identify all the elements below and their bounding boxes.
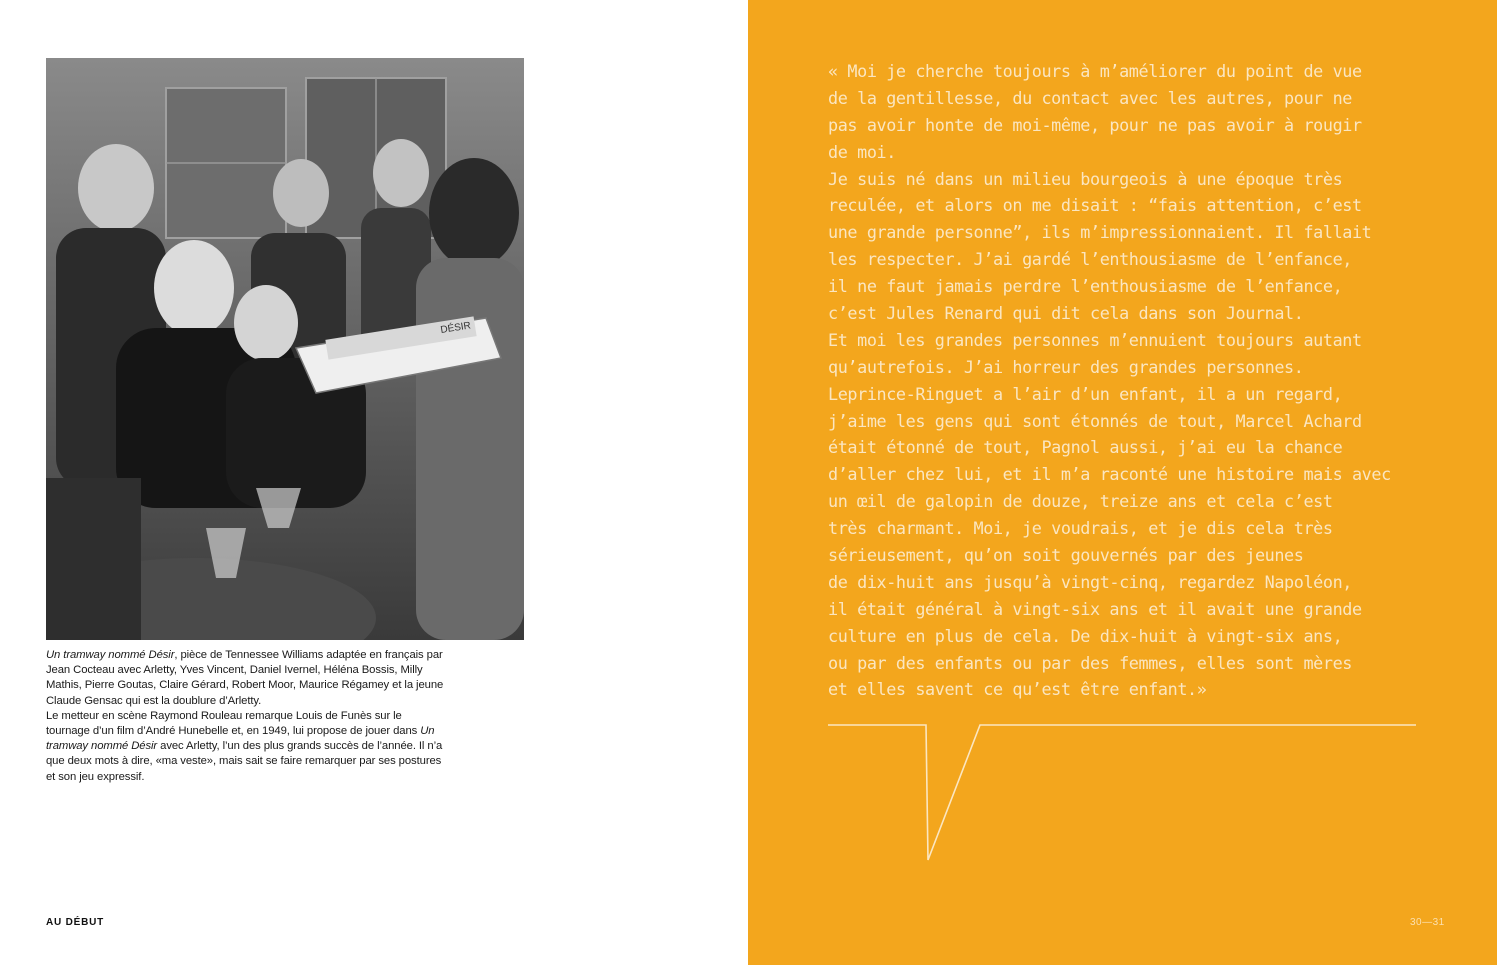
running-head: AU DÉBUT (46, 917, 105, 928)
quote-line: reculée, et alors on me disait : “fais attention, c’est (828, 195, 1362, 216)
quote-line: très charmant. Moi, je voudrais, et je dis cela très (828, 518, 1333, 539)
quote-line: d’aller chez lui, et il m’a raconté une histoire mais avec (828, 464, 1391, 485)
caption-text: , pièce de Tennessee Williams adaptée en français par Jean Cocteau avec Arletty, Yves Vincent, Daniel Ivernel, Héléna Bossis, Milly Mathis, Pierre Goutas, Claire Gérard, Robert Moor, Maurice Régamey et la jeune Claude Gensac qui est la doublure d’Arletty. (46, 649, 444, 707)
quote-line: pas avoir honte de moi-même, pour ne pas avoir à rougir (828, 114, 1362, 135)
quote-line: de moi. (828, 141, 896, 162)
quote-line: il était général à vingt-six ans et il avait une grande (828, 598, 1362, 619)
quote-line: de dix-huit ans jusqu’à vingt-cinq, regardez Napoléon, (828, 571, 1352, 592)
quote-line: j’aime les gens qui sont étonnés de tout, Marcel Achard (828, 410, 1362, 431)
quote-line: une grande personne”, ils m’impressionnaient. Il fallait (828, 222, 1372, 243)
caption-text: Le metteur en scène Raymond Rouleau remarque Louis de Funès sur le tournage d’un film d’André Hunebelle et, en 1949, lui propose de jouer dans (46, 709, 421, 738)
quote-line: qu’autrefois. J’ai horreur des grandes personnes. (828, 356, 1304, 377)
quote-line: était étonné de tout, Pagnol aussi, j’ai eu la chance (828, 437, 1343, 458)
quote-block (828, 58, 1468, 703)
quote-line: Leprince-Ringuet a l’air d’un enfant, il a un regard, (828, 383, 1343, 404)
caption-play-title: Un tramway nommé Désir (46, 725, 435, 753)
page-number: 30—31 (1410, 917, 1445, 928)
quote-line: un œil de galopin de douze, treize ans et cela c’est (828, 491, 1333, 512)
caption-title-italic: Un tramway nommé Désir (46, 649, 175, 661)
archival-photo (46, 58, 524, 640)
photo-caption (46, 648, 446, 785)
caption-paragraph-2 (46, 709, 446, 785)
quote-line: de la gentillesse, du contact avec les autres, pour ne (828, 87, 1352, 108)
quote-line: Je suis né dans un milieu bourgeois à une époque très (828, 168, 1343, 189)
quote-line: culture en plus de cela. De dix-huit à vingt-six ans, (828, 625, 1343, 646)
quote-line: et elles savent ce qu’est être enfant.» (828, 679, 1207, 700)
quote-line: les respecter. J’ai gardé l’enthousiasme de l’enfance, (828, 249, 1352, 270)
left-page (0, 0, 748, 965)
quote-line: « Moi je cherche toujours à m’améliorer du point de vue (828, 61, 1362, 81)
photo-illustration (46, 58, 524, 640)
caption-text: avec Arletty, l’un des plus grands succès de l’année. Il n’a que deux mots à dire, «ma veste», mais sait se faire remarquer par ses postures et son jeu expressif. (46, 740, 443, 783)
quote-line: ou par des enfants ou par des femmes, elles sont mères (828, 652, 1352, 673)
quote-line: c’est Jules Renard qui dit cela dans son Journal. (828, 303, 1304, 324)
quote-line: sérieusement, qu’on soit gouvernés par des jeunes (828, 545, 1304, 566)
quote-line: Et moi les grandes personnes m’ennuient toujours autant (828, 329, 1362, 350)
speech-bubble-tail-icon (748, 700, 1497, 880)
tram-sign-text: DÉSIR (439, 320, 472, 336)
quote-line: il ne faut jamais perdre l’enthousiasme de l’enfance, (828, 276, 1343, 297)
caption-paragraph-1 (46, 648, 446, 709)
